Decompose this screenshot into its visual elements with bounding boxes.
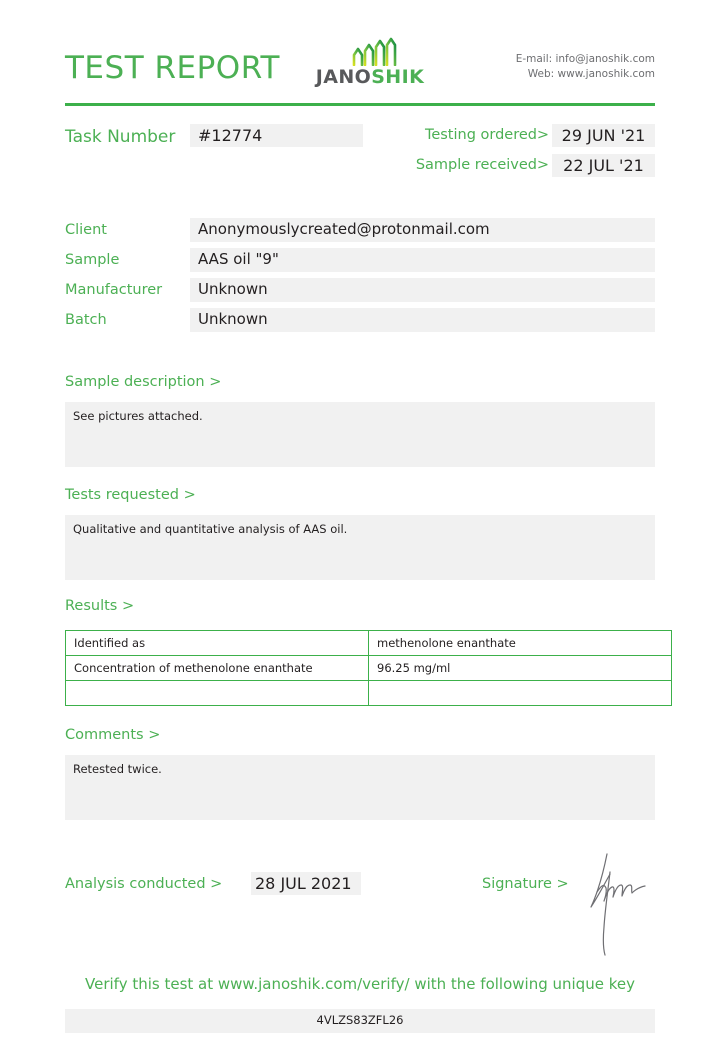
sample-received-label: Sample received (415, 157, 537, 173)
sample-description-heading: Sample description > (65, 374, 222, 390)
client-label: Client (65, 222, 107, 238)
batch-field (190, 308, 655, 332)
contact-email: E-mail: info@janoshik.com (515, 53, 655, 65)
table-row (66, 631, 672, 656)
client-value: Anonymouslycreated@protonmail.com (198, 220, 490, 238)
sample-description-text: See pictures attached. (73, 409, 203, 423)
manufacturer-field (190, 278, 655, 302)
handwritten-signature (577, 852, 657, 957)
contact-web: Web: www.janoshik.com (527, 68, 655, 80)
info-row-manufacturer (65, 278, 655, 308)
analysis-date-value: 28 JUL 2021 (255, 874, 352, 893)
verify-text: Verify this test at www.janoshik.com/verify/ with the following unique key (85, 975, 635, 993)
tests-requested-text: Qualitative and quantitative analysis of AAS oil. (73, 522, 348, 536)
result-identified-label: Identified as (66, 631, 369, 656)
batch-label: Batch (65, 312, 107, 328)
testing-ordered-separator: > (536, 127, 549, 143)
info-row-client (65, 218, 655, 248)
client-info-block (65, 218, 655, 338)
table-row (66, 681, 672, 706)
testing-ordered-row (395, 124, 655, 149)
sample-label: Sample (65, 252, 120, 268)
report-header (65, 36, 655, 98)
logo-word-shik: SHIK (371, 66, 425, 88)
manufacturer-label: Manufacturer (65, 282, 163, 298)
client-field (190, 218, 655, 242)
sample-received-row (395, 154, 655, 179)
task-row (65, 124, 655, 180)
batch-value: Unknown (198, 310, 268, 328)
tests-requested-heading: Tests requested > (65, 487, 196, 503)
result-empty-value (369, 681, 672, 706)
result-concentration-label: Concentration of methenolone enanthate (66, 656, 369, 681)
ascending-bars-icon (348, 36, 404, 66)
header-divider (65, 103, 655, 106)
contact-info (516, 52, 655, 82)
comments-heading: Comments > (65, 727, 161, 743)
result-identified-value: methenolone enanthate (369, 631, 672, 656)
info-row-sample (65, 248, 655, 278)
analysis-conducted-label: Analysis conducted > (65, 876, 223, 892)
manufacturer-value: Unknown (198, 280, 268, 298)
sample-value: AAS oil "9" (198, 250, 279, 268)
janoshik-logo (310, 36, 430, 98)
comments-text: Retested twice. (73, 762, 162, 776)
results-heading: Results > (65, 598, 135, 614)
result-empty-label (66, 681, 369, 706)
results-table (65, 630, 672, 706)
page-title: TEST REPORT (65, 50, 280, 86)
task-number-label: Task Number (65, 127, 176, 147)
sample-received-value: 22 JUL '21 (563, 156, 644, 175)
sample-field (190, 248, 655, 272)
info-row-batch (65, 308, 655, 338)
logo-word-jano: JANO (315, 66, 372, 88)
task-number-value: #12774 (198, 126, 263, 145)
logo-wordmark (310, 66, 430, 88)
sample-received-separator: > (536, 157, 549, 173)
unique-key-value: 4VLZS83ZFL26 (316, 1013, 404, 1027)
testing-ordered-value: 29 JUN '21 (561, 126, 646, 145)
testing-ordered-label: Testing ordered (424, 127, 537, 143)
table-row (66, 656, 672, 681)
signature-label: Signature > (482, 876, 569, 892)
result-concentration-value: 96.25 mg/ml (369, 656, 672, 681)
